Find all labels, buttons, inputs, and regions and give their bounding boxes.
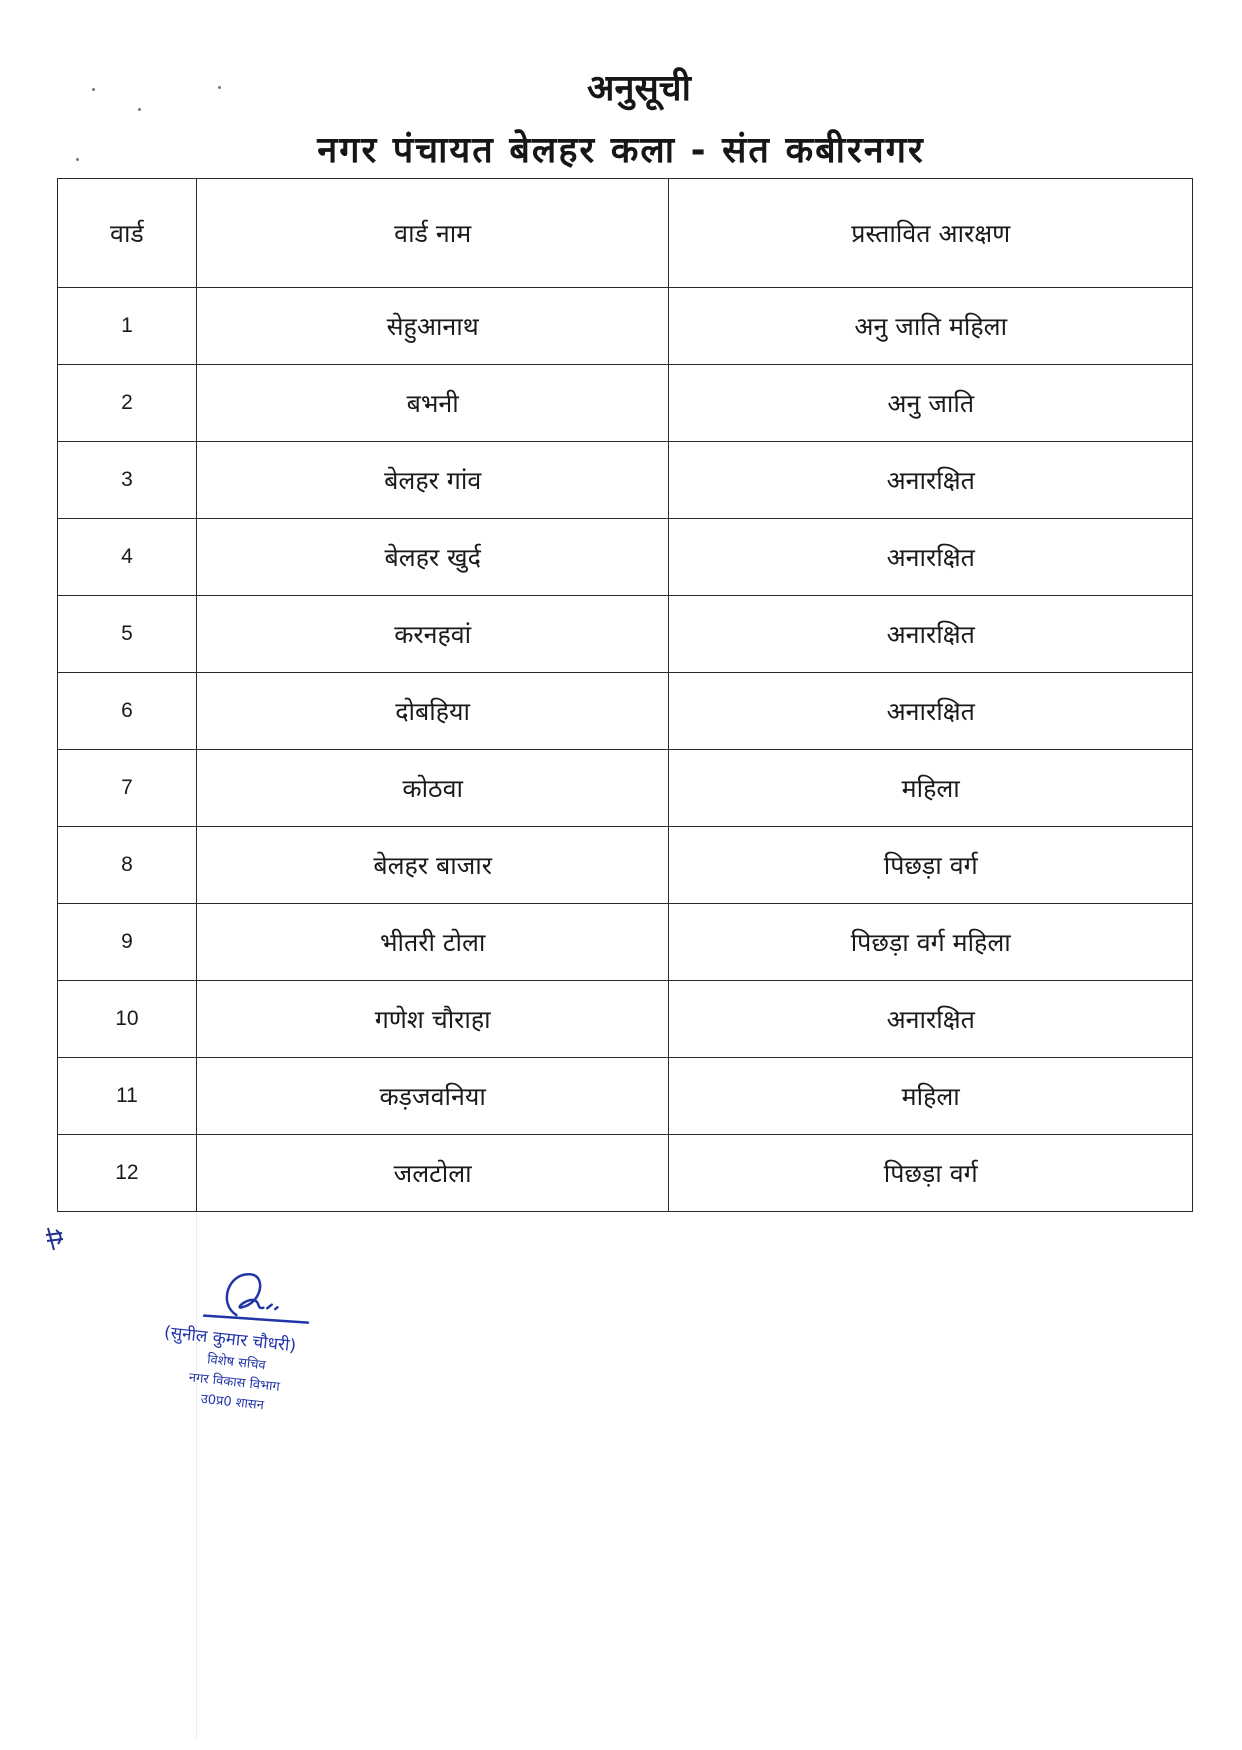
ward-name: सेहुआनाथ <box>196 288 669 365</box>
ward-number: 7 <box>58 750 197 827</box>
ward-reservation: महिला <box>669 750 1193 827</box>
signatory-office: उ0प्र0 शासन <box>199 1391 265 1414</box>
ward-reservation: अनारक्षित <box>669 981 1193 1058</box>
table-row <box>58 750 1193 827</box>
ward-reservation: पिछड़ा वर्ग <box>669 827 1193 904</box>
signature-block <box>157 1258 351 1421</box>
table-row <box>58 442 1193 519</box>
ward-name: कोठवा <box>196 750 669 827</box>
table-row <box>58 596 1193 673</box>
ward-number: 12 <box>58 1135 197 1212</box>
ward-name: कड़जवनिया <box>196 1058 669 1135</box>
table-row <box>58 673 1193 750</box>
ward-name: भीतरी टोला <box>196 904 669 981</box>
ward-name: बभनी <box>196 365 669 442</box>
table-row <box>58 365 1193 442</box>
table-header-row <box>58 179 1193 288</box>
ward-reservation: अनारक्षित <box>669 519 1193 596</box>
initials-scribble-icon <box>44 1226 66 1252</box>
ward-reservation: अनारक्षित <box>669 442 1193 519</box>
ward-name: बेलहर बाजार <box>196 827 669 904</box>
signatory-department: नगर विकास विभाग <box>188 1370 281 1395</box>
ward-reservation: अनु जाति <box>669 365 1193 442</box>
table-row <box>58 1135 1193 1212</box>
ward-reservation-table <box>57 178 1193 1212</box>
ward-reservation: पिछड़ा वर्ग <box>669 1135 1193 1212</box>
column-header-reservation: प्रस्तावित आरक्षण <box>669 179 1193 288</box>
ward-reservation: अनारक्षित <box>669 596 1193 673</box>
table-row <box>58 827 1193 904</box>
table-row <box>58 519 1193 596</box>
ward-number: 5 <box>58 596 197 673</box>
ward-name: जलटोला <box>196 1135 669 1212</box>
ward-number: 2 <box>58 365 197 442</box>
ward-name: बेलहर गांव <box>196 442 669 519</box>
ward-name: करनहवां <box>196 596 669 673</box>
ward-reservation: महिला <box>669 1058 1193 1135</box>
page-subtitle: नगर पंचायत बेलहर कला - संत कबीरनगर <box>317 130 925 171</box>
ward-number: 8 <box>58 827 197 904</box>
ward-reservation: पिछड़ा वर्ग महिला <box>669 904 1193 981</box>
table-row <box>58 904 1193 981</box>
column-header-ward: वार्ड <box>58 179 197 288</box>
ward-number: 4 <box>58 519 197 596</box>
ward-number: 1 <box>58 288 197 365</box>
table-row <box>58 288 1193 365</box>
ward-number: 11 <box>58 1058 197 1135</box>
ward-number: 3 <box>58 442 197 519</box>
initials-mark <box>44 1226 66 1258</box>
handwritten-signature-icon <box>196 1261 322 1333</box>
ward-reservation: अनारक्षित <box>669 673 1193 750</box>
ward-name: गणेश चौराहा <box>196 981 669 1058</box>
scan-artifact-line <box>196 1130 197 1740</box>
column-header-ward-name: वार्ड नाम <box>196 179 669 288</box>
ward-name: बेलहर खुर्द <box>196 519 669 596</box>
signatory-name: (सुनील कुमार चौधरी) <box>163 1322 297 1357</box>
table-row <box>58 1058 1193 1135</box>
ward-number: 9 <box>58 904 197 981</box>
ward-number: 10 <box>58 981 197 1058</box>
ward-name: दोबहिया <box>196 673 669 750</box>
ward-reservation: अनु जाति महिला <box>669 288 1193 365</box>
table-row <box>58 981 1193 1058</box>
signatory-designation: विशेष सचिव <box>206 1352 267 1374</box>
page-title: अनुसूची <box>586 68 691 109</box>
ward-number: 6 <box>58 673 197 750</box>
